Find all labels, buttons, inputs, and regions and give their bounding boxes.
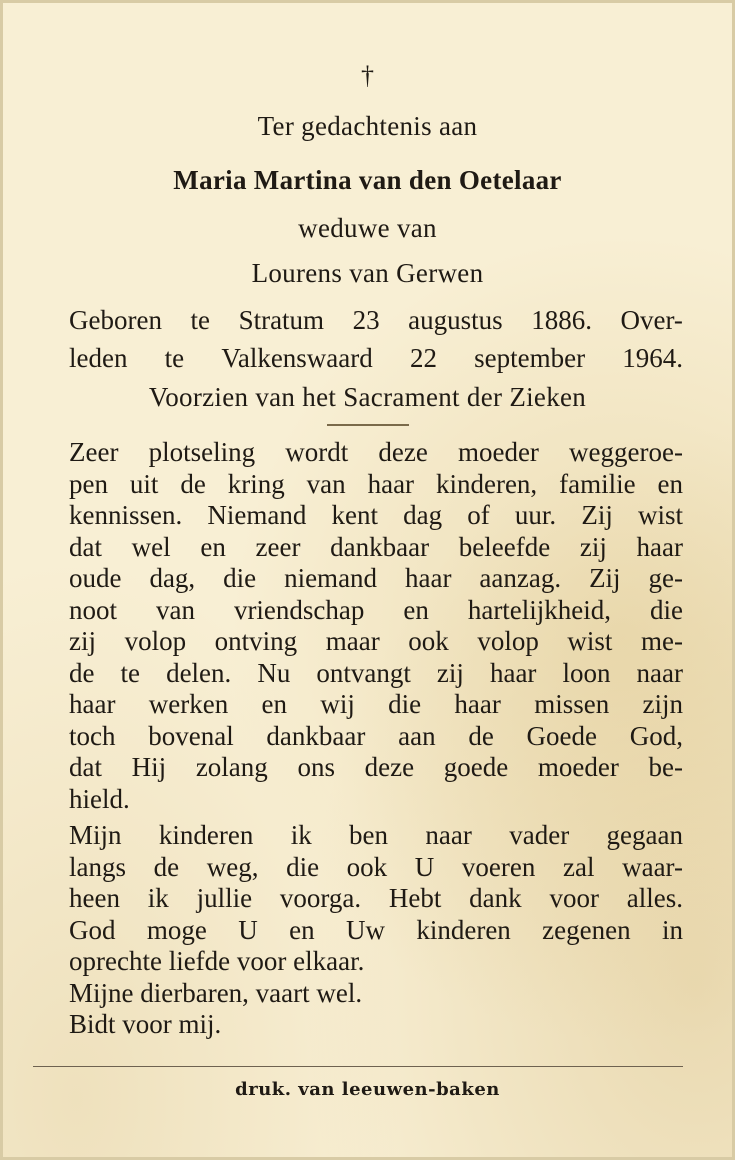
deceased-name: Maria Martina van den Oetelaar — [173, 165, 562, 195]
birth-word: 23 — [352, 305, 380, 335]
death-word: te — [164, 343, 185, 373]
text-line: oprechte liefde voor elkaar. — [69, 946, 365, 976]
text-line: toch bovenal dankbaar aan de Goede God, — [69, 720, 683, 751]
text-line: oude dag, die niemand haar aanzag. Zij ge- — [69, 563, 683, 593]
birth-word: Over- — [620, 305, 683, 335]
birth-line-1 — [69, 305, 683, 336]
text-line: heen ik jullie voorga. Hebt dank voor alles. — [69, 883, 683, 913]
text-line: Bidt voor mij. — [69, 1009, 222, 1039]
death-word: 1964. — [622, 343, 683, 373]
death-word: september — [474, 343, 586, 373]
cross-icon: † — [361, 61, 374, 90]
text-line: de te delen. Nu ontvangt zij haar loon naar — [69, 657, 683, 688]
printer-credit: druk. van leeuwen-baken — [235, 1079, 500, 1100]
text-line: dat Hij zolang ons deze goede moeder be- — [69, 752, 683, 782]
separator-line — [327, 424, 409, 426]
text-line: God moge U en Uw kinderen zegenen in — [69, 914, 683, 945]
birth-word: Geboren — [69, 305, 162, 335]
text-line: Mijn kinderen ik ben naar vader gegaan — [69, 820, 683, 850]
footer-rule — [33, 1066, 683, 1067]
text-line: pen uit de kring van haar kinderen, familie en — [69, 468, 683, 499]
text-line: langs de weg, die ook U voeren zal waar- — [69, 851, 683, 882]
text-line: dat wel en zeer dankbaar beleefde zij haar — [69, 531, 683, 562]
sacrament-line: Voorzien van het Sacrament der Zieken — [148, 382, 587, 412]
birth-word: te — [190, 305, 211, 335]
text-line: haar werken en wij die haar missen zijn — [69, 689, 683, 719]
text-line: Mijne dierbaren, vaart wel. — [69, 977, 363, 1008]
text-line: zij volop ontving maar ook volop wist me- — [69, 626, 683, 656]
paragraph-2 — [69, 820, 683, 1041]
birth-word: augustus — [408, 305, 503, 335]
text-line: kennissen. Niemand kent dag of uur. Zij wist — [69, 500, 683, 530]
text-line: hield. — [69, 783, 130, 814]
birth-word: Stratum — [238, 305, 325, 335]
paragraph-1 — [69, 437, 683, 815]
death-word: 22 — [409, 343, 437, 373]
text-line: noot van vriendschap en hartelijkheid, die — [69, 594, 683, 625]
widow-of-line: weduwe van — [298, 213, 437, 243]
text-line: Zeer plotseling wordt deze moeder weggeroe- — [69, 437, 683, 467]
death-line — [69, 343, 683, 374]
death-word: leden — [69, 343, 128, 373]
birth-word: 1886. — [531, 305, 592, 335]
spouse-name: Lourens van Gerwen — [251, 258, 484, 288]
intro-line: Ter gedachtenis aan — [257, 111, 478, 141]
death-word: Valkenswaard — [221, 343, 373, 373]
